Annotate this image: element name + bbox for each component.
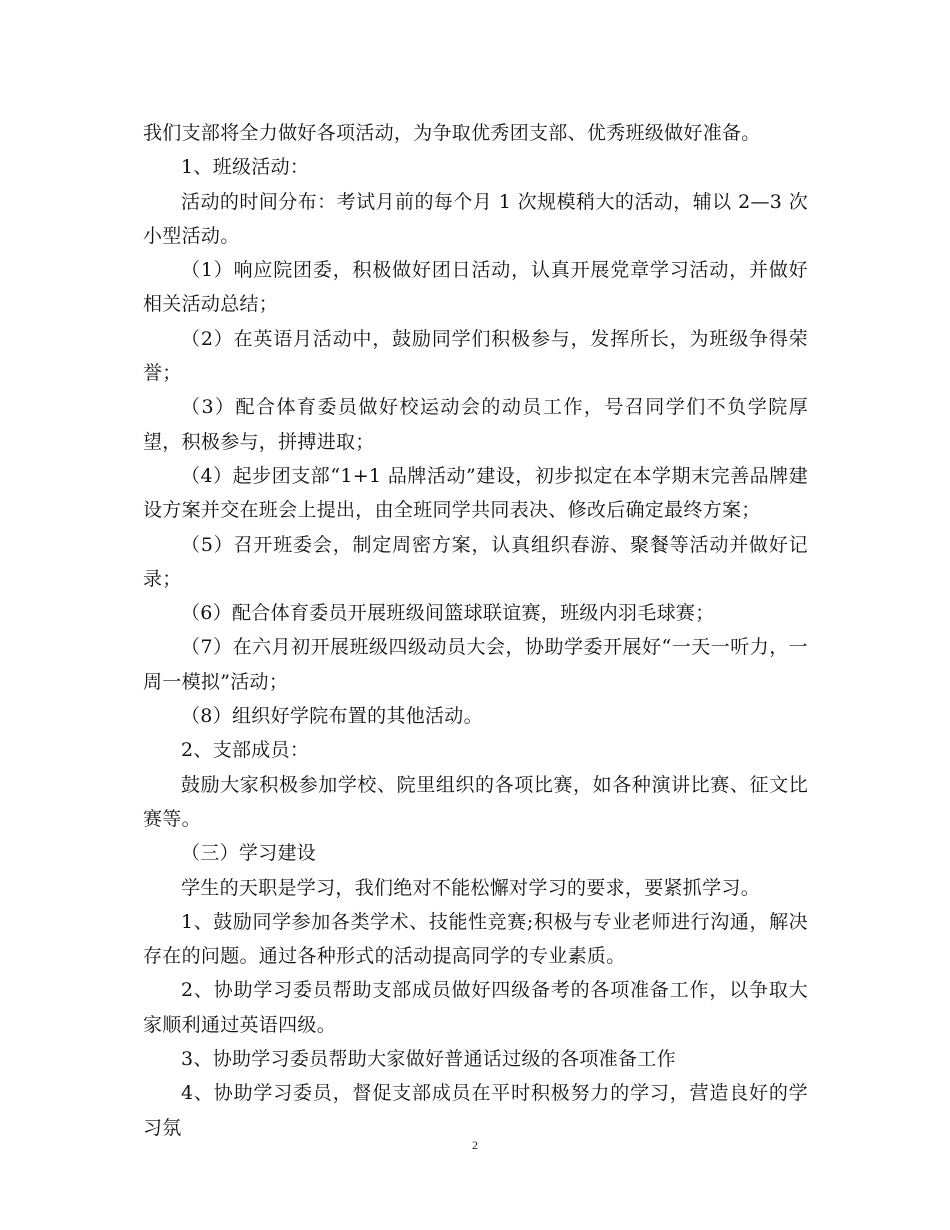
document-body (143, 116, 808, 1145)
paragraph: 学生的天职是学习，我们绝对不能松懈对学习的要求，要紧抓学习。 (181, 876, 761, 899)
section-heading: 2、支部成员： (181, 739, 310, 762)
page-number: 2 (472, 1138, 478, 1152)
paragraph: 活动的时间分布：考试月前的每个月 1 次规模稍大的活动，辅以 2—3 次小型活动。 (143, 190, 808, 247)
list-item: （7）在六月初开展班级四级动员大会，协助学委开展好“一天一听力，一周一模拟”活动； (143, 636, 808, 693)
list-item: （4）起步团支部“1+1 品牌活动”建设，初步拟定在本学期末完善品牌建设方案并交在班会上提出，由全班同学共同表决、修改后确定最终方案； (143, 464, 808, 522)
section-heading: （三）学习建设 (181, 842, 317, 865)
list-item: 3、协助学习委员帮助大家做好普通话过级的各项准备工作 (181, 1048, 676, 1071)
list-item: （2）在英语月活动中，鼓励同学们积极参与，发挥所长，为班级争得荣誉； (143, 327, 808, 385)
list-item: （3）配合体育委员做好校运动会的动员工作，号召同学们不负学院厚望，积极参与，拼搏进取； (143, 396, 808, 453)
list-item: （8）组织好学院布置的其他活动。 (181, 705, 483, 728)
list-item: 4、协助学习委员，督促支部成员在平时积极努力的学习，营造良好的学习氛 (143, 1082, 808, 1139)
section-heading: 1、班级活动： (181, 156, 310, 179)
list-item: 2、协助学习委员帮助支部成员做好四级备考的各项准备工作，以争取大家顺利通过英语四级。 (143, 979, 808, 1036)
list-item: （5）召开班委会，制定周密方案，认真组织春游、聚餐等活动并做好记录； (143, 533, 808, 590)
list-item: （1）响应院团委，积极做好团日活动，认真开展党章学习活动，并做好相关活动总结； (143, 259, 808, 316)
paragraph: 鼓励大家积极参加学校、院里组织的各项比赛，如各种演讲比赛、征文比赛等。 (143, 773, 808, 830)
list-item: 1、鼓励同学参加各类学术、技能性竞赛;积极与专业老师进行沟通，解决存在的问题。通过各种形式的活动提高同学的专业素质。 (143, 910, 808, 968)
paragraph: 我们支部将全力做好各项活动，为争取优秀团支部、优秀班级做好准备。 (143, 122, 761, 144)
list-item: （6）配合体育委员开展班级间篮球联谊赛，班级内羽毛球赛； (181, 602, 715, 625)
